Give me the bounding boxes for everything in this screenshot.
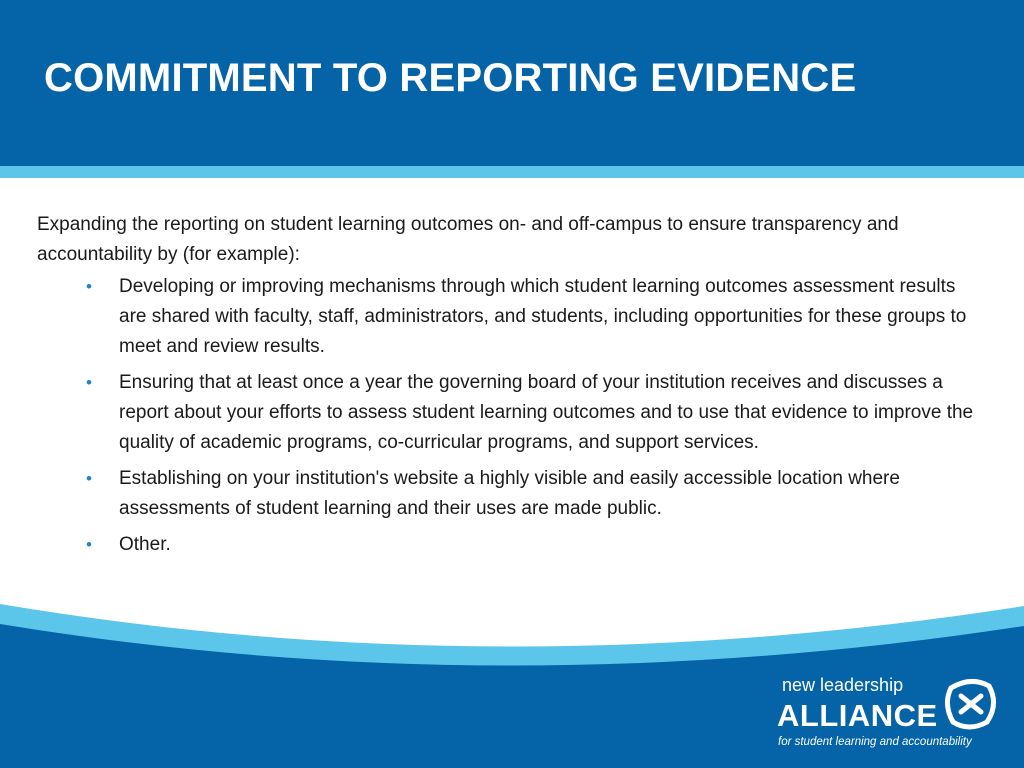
bullet-icon: • [86, 469, 92, 488]
slide-body [37, 210, 987, 566]
list-item [86, 272, 987, 362]
header-bar [0, 0, 1024, 166]
bullet-text: Establishing on your institution's website a highly visible and easily accessible location where assessments of student learning and their uses are made public. [119, 468, 900, 519]
bullet-text: Developing or improving mechanisms through which student learning outcomes assessment results are shared with faculty, staff, administrators, and students, including opportunities for these groups to meet and review results. [119, 276, 967, 357]
bullet-list [37, 272, 987, 560]
bullet-icon: • [86, 373, 92, 392]
intro-paragraph: Expanding the reporting on student learning outcomes on- and off-campus to ensure transparency and accountability by (for example): [37, 214, 899, 265]
header-accent-stripe [0, 166, 1024, 178]
logo-wordmark: ALLIANCE [777, 698, 938, 733]
logo-tagline-bottom: for student learning and accountability [778, 736, 972, 748]
bullet-text: Ensuring that at least once a year the governing board of your institution receives and discusses a report about your efforts to assess student learning outcomes and to use that evidence to improve the quality of academic programs, co-curricular programs, and support services. [119, 372, 974, 453]
bullet-icon: • [86, 535, 92, 554]
bullet-icon: • [86, 277, 92, 296]
list-item [86, 464, 987, 524]
alliance-logo [777, 670, 1013, 758]
bullet-text: Other. [119, 534, 171, 555]
list-item [86, 530, 987, 560]
logo-tagline-top: new leadership [782, 675, 904, 695]
slide-title: COMMITMENT TO REPORTING EVIDENCE [44, 56, 857, 100]
list-item [86, 368, 987, 458]
alliance-swirl-icon [943, 676, 999, 732]
